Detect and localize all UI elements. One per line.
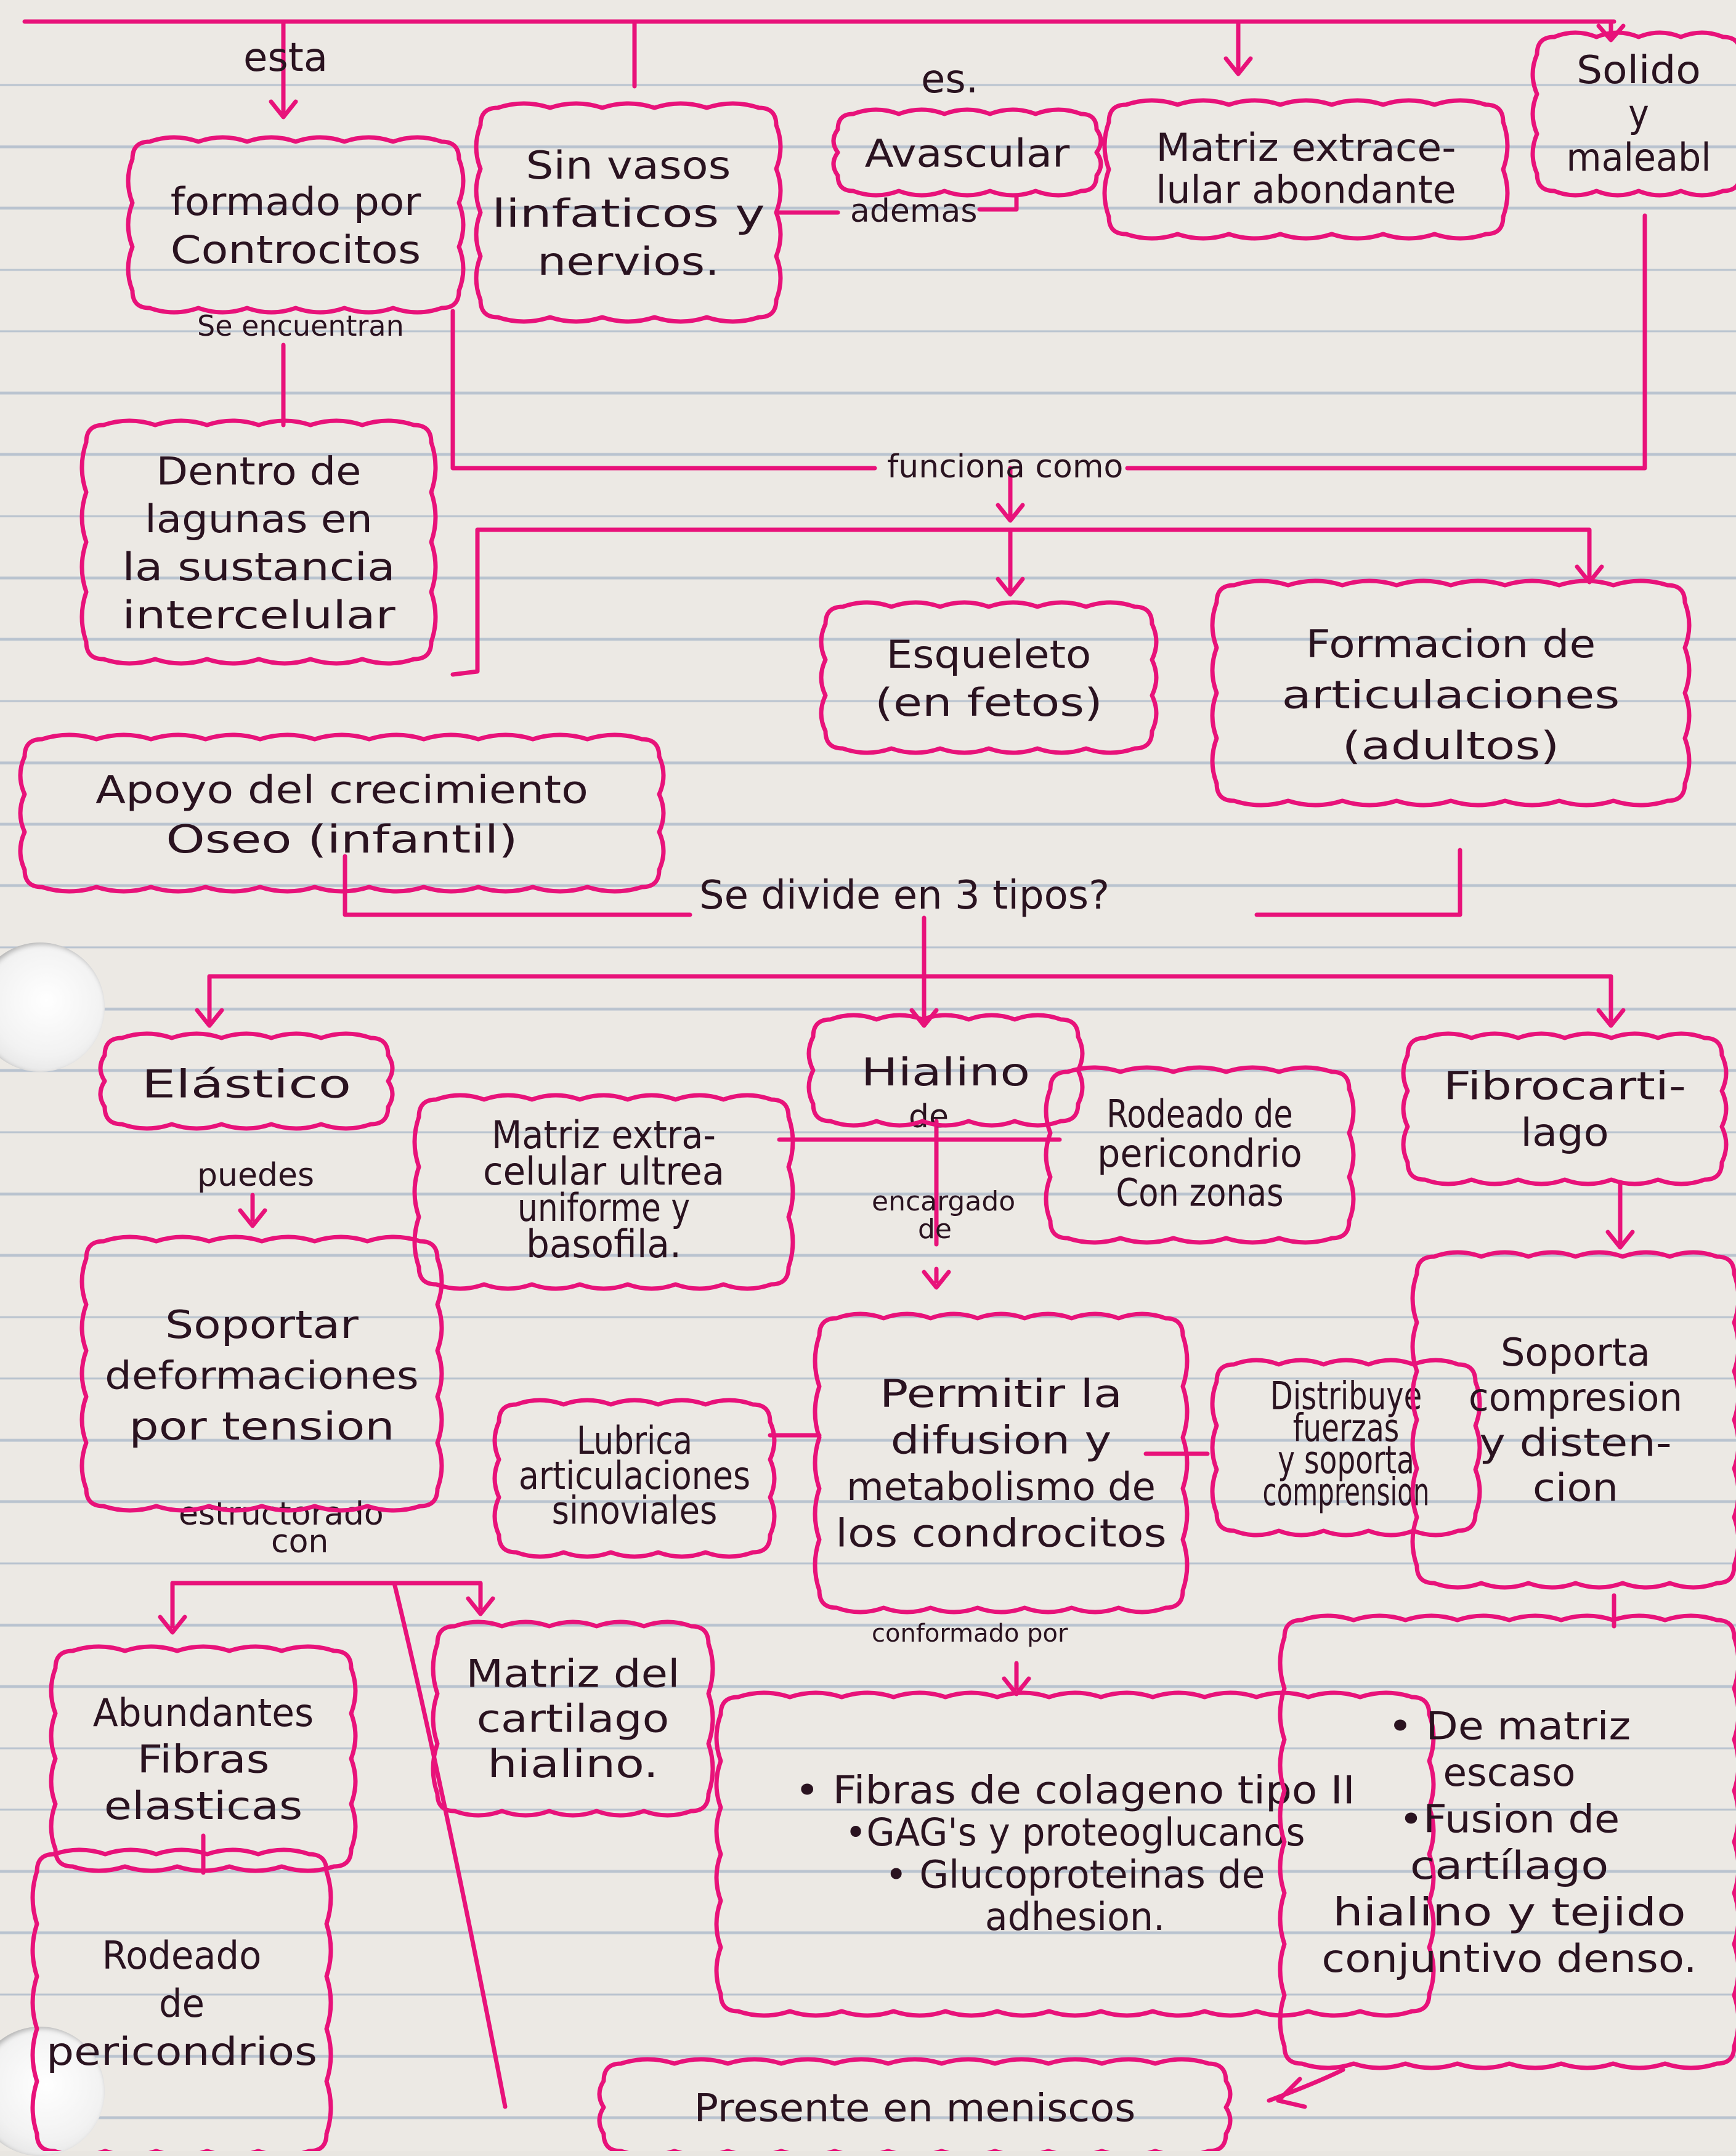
node-text-line: linfaticos y xyxy=(492,191,765,237)
node-outline xyxy=(1280,1616,1736,2068)
node-apoyo xyxy=(20,735,663,891)
node-text-line: Matriz extra- xyxy=(492,1112,716,1157)
node-text-line: Matriz extrace- xyxy=(1156,125,1456,171)
node-text-line: lagunas en xyxy=(145,496,373,542)
label-encargado: encargado xyxy=(872,1186,1016,1217)
node-text-line: pericondrio xyxy=(1097,1130,1302,1176)
node-text-line: Presente en meniscos xyxy=(694,2085,1136,2131)
node-text-line: por tension xyxy=(129,1404,395,1449)
node-permitir xyxy=(815,1314,1187,1612)
node-matriz-cart xyxy=(433,1622,713,1815)
node-presente xyxy=(599,2059,1230,2151)
node-text-line: comprension xyxy=(1262,1469,1430,1515)
node-text-line: Fibrocarti- xyxy=(1443,1063,1687,1109)
node-text-line: Controcitos xyxy=(170,227,421,273)
label-de-2: de xyxy=(918,1214,952,1245)
node-fibrocartilago xyxy=(1403,1034,1726,1184)
node-text-line: Soporta xyxy=(1500,1329,1651,1375)
node-text-line: Rodeado de xyxy=(1106,1092,1293,1137)
label-funciona-como: funciona como xyxy=(887,448,1124,485)
label-se-divide: Se divide en 3 tipos? xyxy=(699,873,1110,918)
node-rodeado-peri xyxy=(1046,1068,1353,1242)
node-text-line: basofila. xyxy=(526,1222,681,1266)
label-esta: esta xyxy=(243,35,328,81)
label-ademas: ademas xyxy=(850,193,978,230)
node-text-line: hialino y tejido xyxy=(1332,1889,1686,1935)
node-text-line: Fibras xyxy=(137,1737,270,1782)
node-text-line: adhesion. xyxy=(984,1894,1166,1939)
node-text-line: lago xyxy=(1520,1110,1609,1156)
node-matriz-ultrea xyxy=(415,1095,793,1289)
node-text-line: formado por xyxy=(170,179,421,225)
node-text-line: Distribuye xyxy=(1270,1373,1422,1419)
node-text-line: Oseo (infantil) xyxy=(166,816,518,862)
node-text-line: pericondrios xyxy=(46,2028,317,2074)
node-text-line: fuerzas xyxy=(1292,1405,1400,1451)
label-se-encuentran: Se encuentran xyxy=(197,309,404,342)
node-matriz-extra xyxy=(1105,100,1507,238)
node-text-line: • Fibras de colageno tipo II xyxy=(795,1767,1355,1813)
node-text-line: Apoyo del crecimiento xyxy=(95,767,588,813)
node-text-line: Sin vasos xyxy=(525,143,731,188)
node-text-line: Formacion de xyxy=(1305,621,1596,667)
node-dentro xyxy=(82,421,436,663)
label-es: es. xyxy=(921,57,979,102)
node-text-line: cartilago xyxy=(476,1696,670,1741)
node-text-line: sinoviales xyxy=(551,1488,718,1533)
node-text-line: cartílago xyxy=(1409,1843,1609,1889)
node-text-line: • De matriz xyxy=(1387,1703,1631,1749)
node-text-line: Lubrica xyxy=(576,1418,693,1464)
node-text-line: y disten- xyxy=(1479,1420,1672,1465)
node-text-line: difusion y xyxy=(890,1417,1112,1463)
node-text-line: Soportar xyxy=(165,1302,359,1347)
node-soporta-comp xyxy=(1413,1252,1736,1587)
label-de: de xyxy=(909,1098,949,1135)
node-text-line: Con zonas xyxy=(1116,1170,1284,1215)
node-soportar xyxy=(82,1237,442,1510)
node-text-line: hialino. xyxy=(487,1741,659,1786)
node-text-line: celular ultrea xyxy=(483,1149,724,1194)
node-text-line: y xyxy=(1628,91,1649,136)
label-conformado-por: conformado por xyxy=(872,1619,1068,1648)
node-text-line: y soporta xyxy=(1278,1437,1414,1483)
node-text-line: articulaciones xyxy=(1281,672,1620,718)
node-text-line: Elástico xyxy=(141,1061,352,1107)
node-text-line: escaso xyxy=(1443,1750,1576,1796)
node-text-line: • Glucoproteinas de xyxy=(885,1852,1265,1897)
node-avascular xyxy=(834,110,1101,195)
node-outline xyxy=(128,137,463,312)
node-text-line: uniforme y xyxy=(517,1185,690,1230)
node-text-line: intercelular xyxy=(122,592,396,638)
node-distribuye xyxy=(1212,1360,1480,1535)
node-text-line: Matriz del xyxy=(466,1651,680,1696)
node-text-line: metabolismo de xyxy=(846,1464,1156,1510)
node-text-line: deformaciones xyxy=(105,1353,419,1398)
node-text-line: •Fusion de xyxy=(1398,1796,1620,1842)
node-sin-vasos xyxy=(476,103,781,322)
node-text-line: Dentro de xyxy=(156,448,362,494)
node-text-line: cion xyxy=(1533,1465,1618,1510)
label-con: con xyxy=(271,1523,329,1560)
node-text-line: nervios. xyxy=(537,238,720,284)
node-text-line: lular abondante xyxy=(1156,167,1456,213)
node-text-line: Hialino xyxy=(861,1050,1031,1095)
node-lubrica xyxy=(495,1400,774,1557)
node-dematriz xyxy=(1280,1616,1736,2068)
node-esqueleto xyxy=(821,602,1156,753)
node-text-line: articulaciones xyxy=(518,1453,751,1498)
node-formado xyxy=(128,137,463,312)
node-text-line: Permitir la xyxy=(879,1371,1123,1417)
node-text-line: la sustancia xyxy=(122,545,395,590)
node-text-line: Avascular xyxy=(864,131,1070,176)
node-text-line: conjuntivo denso. xyxy=(1321,1936,1697,1982)
node-solido xyxy=(1533,33,1736,195)
node-formacion xyxy=(1212,581,1689,805)
node-elastico xyxy=(100,1034,392,1129)
node-rodeado-peris xyxy=(33,1850,331,2151)
node-text-line: Solido xyxy=(1576,47,1701,93)
node-text-line: los condrocitos xyxy=(835,1510,1167,1556)
node-text-line: •GAG's y proteoglucanos xyxy=(845,1810,1305,1855)
node-text-line: (adultos) xyxy=(1342,723,1560,769)
node-text-line: Abundantes xyxy=(92,1690,314,1735)
node-text-line: compresion xyxy=(1468,1375,1683,1420)
node-text-line: (en fetos) xyxy=(875,680,1103,726)
node-outline xyxy=(815,1314,1187,1612)
node-text-line: Esqueleto xyxy=(886,632,1092,678)
node-text-line: maleabl xyxy=(1566,134,1711,180)
label-puedes: puedes xyxy=(197,1157,315,1194)
node-text-line: Rodeado xyxy=(102,1933,262,1979)
node-outline xyxy=(1403,1034,1726,1184)
node-text-line: elasticas xyxy=(103,1783,303,1828)
node-text-line: de xyxy=(159,1981,205,2027)
label-estructurado: estructorado xyxy=(179,1496,384,1533)
node-outline xyxy=(821,602,1156,753)
node-outline xyxy=(20,735,663,891)
